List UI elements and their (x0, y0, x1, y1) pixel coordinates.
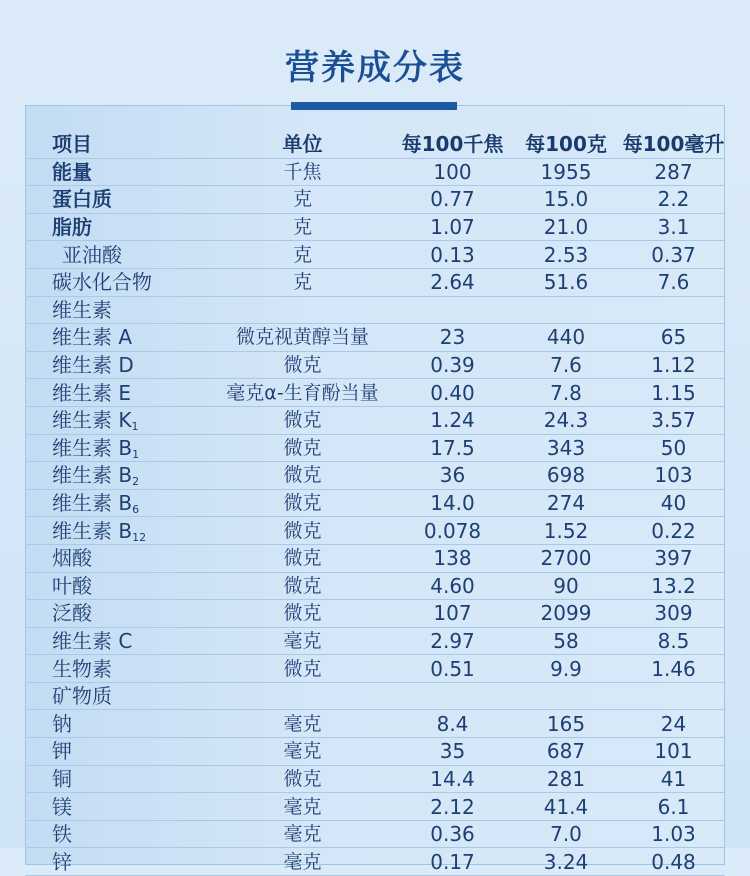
nutrient-name-text: 镁 (52, 794, 72, 819)
nutrient-subscript: 2 (132, 475, 140, 489)
value-per-100ml: 50 (622, 434, 725, 462)
nutrient-unit (210, 296, 395, 324)
nutrient-name-text: 维生素 C (52, 628, 133, 653)
value-per-100g: 24.3 (510, 406, 622, 434)
value-per-100kj: 0.078 (395, 517, 510, 545)
value-per-100kj: 107 (395, 600, 510, 628)
table-row (25, 848, 725, 876)
nutrient-unit: 微克 (210, 765, 395, 793)
value-per-100kj: 0.36 (395, 820, 510, 848)
value-per-100g: 1955 (510, 158, 622, 186)
value-per-100ml: 0.37 (622, 241, 725, 269)
value-per-100g: 343 (510, 434, 622, 462)
nutrient-name-text: 泛酸 (52, 601, 92, 626)
nutrient-subscript: 6 (132, 503, 140, 517)
table-row (25, 213, 725, 241)
table-row (25, 655, 725, 683)
value-per-100ml: 397 (622, 544, 725, 572)
header-unit: 单位 (210, 131, 395, 158)
table-row (25, 544, 725, 572)
value-per-100kj: 2.12 (395, 793, 510, 821)
nutrient-unit: 微克 (210, 572, 395, 600)
value-per-100g: 440 (510, 324, 622, 352)
value-per-100g: 281 (510, 765, 622, 793)
value-per-100kj: 17.5 (395, 434, 510, 462)
nutrient-unit: 微克 (210, 351, 395, 379)
value-per-100ml: 0.22 (622, 517, 725, 545)
nutrient-unit: 微克 (210, 406, 395, 434)
value-per-100ml: 65 (622, 324, 725, 352)
nutrient-name (25, 379, 210, 407)
table-row (25, 268, 725, 296)
nutrient-name-text: 维生素 D (52, 353, 134, 378)
value-per-100ml: 1.12 (622, 351, 725, 379)
nutrient-name (25, 462, 210, 490)
value-per-100g: 3.24 (510, 848, 622, 876)
value-per-100kj (395, 682, 510, 710)
table-row (25, 793, 725, 821)
value-per-100g (510, 296, 622, 324)
nutrient-name (25, 710, 210, 738)
nutrient-name (25, 296, 210, 324)
value-per-100ml: 41 (622, 765, 725, 793)
value-per-100g: 274 (510, 489, 622, 517)
value-per-100g: 21.0 (510, 213, 622, 241)
nutrient-unit: 微克 (210, 600, 395, 628)
nutrient-name-text: 生物素 (52, 656, 112, 681)
table-row (25, 517, 725, 545)
value-per-100kj: 0.39 (395, 351, 510, 379)
nutrient-name-text: 维生素 K (52, 408, 132, 433)
header-row (25, 131, 725, 158)
nutrient-unit: 微克 (210, 655, 395, 683)
table-row (25, 324, 725, 352)
nutrient-name-text: 维生素 E (52, 380, 131, 405)
nutrient-name (25, 600, 210, 628)
value-per-100kj: 1.07 (395, 213, 510, 241)
header-per-100kj: 每100千焦 (395, 131, 510, 158)
value-per-100g: 2099 (510, 600, 622, 628)
nutrient-unit: 毫克 (210, 848, 395, 876)
nutrient-name-text: 维生素 A (52, 325, 133, 350)
value-per-100ml: 101 (622, 738, 725, 766)
value-per-100kj: 0.13 (395, 241, 510, 269)
value-per-100kj: 14.4 (395, 765, 510, 793)
nutrient-unit (210, 682, 395, 710)
value-per-100ml: 0.48 (622, 848, 725, 876)
nutrient-subscript: 12 (132, 530, 147, 544)
value-per-100g: 58 (510, 627, 622, 655)
nutrient-name-text: 铜 (52, 766, 72, 791)
nutrient-name-text: 矿物质 (52, 684, 112, 709)
table-row (25, 158, 725, 186)
value-per-100ml: 287 (622, 158, 725, 186)
nutrient-unit: 微克 (210, 489, 395, 517)
value-per-100ml: 1.46 (622, 655, 725, 683)
value-per-100kj: 14.0 (395, 489, 510, 517)
value-per-100g: 7.0 (510, 820, 622, 848)
nutrient-name (25, 793, 210, 821)
header-per-100g: 每100克 (510, 131, 622, 158)
value-per-100ml (622, 296, 725, 324)
nutrient-unit: 千焦 (210, 158, 395, 186)
nutrient-name (25, 572, 210, 600)
nutrient-name (25, 434, 210, 462)
value-per-100kj: 36 (395, 462, 510, 490)
nutrient-name-text: 脂肪 (52, 215, 92, 240)
nutrient-unit: 微克 (210, 544, 395, 572)
page-title: 营养成分表 (285, 48, 465, 88)
nutrient-name (25, 324, 210, 352)
value-per-100kj: 100 (395, 158, 510, 186)
value-per-100g: 41.4 (510, 793, 622, 821)
nutrient-name-text: 钾 (52, 739, 72, 764)
value-per-100g: 7.8 (510, 379, 622, 407)
nutrient-unit: 克 (210, 213, 395, 241)
nutrient-name-text: 钠 (52, 711, 72, 736)
nutrient-name-text: 碳水化合物 (52, 270, 152, 295)
table-row (25, 765, 725, 793)
nutrient-name (25, 213, 210, 241)
value-per-100g: 15.0 (510, 186, 622, 214)
nutrient-name-text: 锌 (52, 849, 72, 874)
value-per-100g: 7.6 (510, 351, 622, 379)
nutrient-name-text: 维生素 B (52, 491, 133, 516)
value-per-100kj (395, 296, 510, 324)
value-per-100kj: 0.77 (395, 186, 510, 214)
nutrient-name (25, 186, 210, 214)
nutrient-name (25, 517, 210, 545)
nutrient-unit: 克 (210, 241, 395, 269)
value-per-100g: 90 (510, 572, 622, 600)
nutrient-unit: 毫克α-生育酚当量 (210, 379, 395, 407)
table-row (25, 379, 725, 407)
value-per-100kj: 0.51 (395, 655, 510, 683)
nutrient-name (25, 406, 210, 434)
nutrient-unit: 毫克 (210, 820, 395, 848)
table-row (25, 627, 725, 655)
nutrient-unit: 毫克 (210, 627, 395, 655)
value-per-100g: 2.53 (510, 241, 622, 269)
value-per-100ml: 24 (622, 710, 725, 738)
table-row (25, 600, 725, 628)
table-row (25, 186, 725, 214)
value-per-100ml: 40 (622, 489, 725, 517)
table-row (25, 462, 725, 490)
value-per-100g: 165 (510, 710, 622, 738)
nutrient-subscript: 1 (132, 447, 140, 461)
value-per-100g: 698 (510, 462, 622, 490)
nutrient-name (25, 738, 210, 766)
nutrient-subscript: 1 (131, 420, 139, 434)
nutrient-name (25, 765, 210, 793)
table-row (25, 434, 725, 462)
table-row (25, 241, 725, 269)
nutrient-name (25, 820, 210, 848)
value-per-100kj: 35 (395, 738, 510, 766)
value-per-100ml: 3.57 (622, 406, 725, 434)
nutrient-name (25, 682, 210, 710)
nutrient-name-text: 蛋白质 (52, 187, 112, 212)
table-row (25, 489, 725, 517)
table-row (25, 351, 725, 379)
value-per-100kj: 2.64 (395, 268, 510, 296)
nutrient-name (25, 848, 210, 876)
value-per-100kj: 0.40 (395, 379, 510, 407)
value-per-100g: 2700 (510, 544, 622, 572)
value-per-100g: 51.6 (510, 268, 622, 296)
nutrient-name (25, 351, 210, 379)
value-per-100kj: 1.24 (395, 406, 510, 434)
table-row (25, 572, 725, 600)
nutrient-unit: 毫克 (210, 793, 395, 821)
value-per-100kj: 8.4 (395, 710, 510, 738)
table-row (25, 710, 725, 738)
nutrient-name-text: 能量 (52, 159, 92, 184)
nutrient-unit: 微克 (210, 434, 395, 462)
value-per-100ml: 8.5 (622, 627, 725, 655)
value-per-100ml: 1.03 (622, 820, 725, 848)
value-per-100ml: 103 (622, 462, 725, 490)
nutrient-name-text: 维生素 B (52, 463, 133, 488)
nutrient-name (25, 489, 210, 517)
nutrient-name (25, 241, 210, 269)
value-per-100g: 9.9 (510, 655, 622, 683)
nutrient-unit: 毫克 (210, 738, 395, 766)
nutrient-name (25, 544, 210, 572)
value-per-100kj: 2.97 (395, 627, 510, 655)
nutrient-name-text: 叶酸 (52, 573, 92, 598)
nutrient-name-text: 亚油酸 (62, 242, 122, 267)
table-row (25, 738, 725, 766)
nutrient-unit: 微克 (210, 462, 395, 490)
header-per-100ml: 每100毫升 (622, 132, 725, 157)
value-per-100g (510, 682, 622, 710)
nutrient-name-text: 烟酸 (52, 546, 92, 571)
value-per-100ml: 3.1 (622, 213, 725, 241)
value-per-100g: 687 (510, 738, 622, 766)
value-per-100ml (622, 682, 725, 710)
value-per-100ml: 309 (622, 600, 725, 628)
nutrient-unit: 微克 (210, 517, 395, 545)
nutrient-unit: 克 (210, 268, 395, 296)
nutrient-name (25, 627, 210, 655)
table-row (25, 296, 725, 324)
nutrient-name-text: 维生素 (52, 297, 112, 322)
value-per-100kj: 23 (395, 324, 510, 352)
nutrient-name-text: 维生素 B (52, 518, 133, 543)
value-per-100ml: 13.2 (622, 572, 725, 600)
nutrient-unit: 克 (210, 186, 395, 214)
header-item: 项目 (25, 131, 210, 158)
value-per-100ml: 7.6 (622, 268, 725, 296)
value-per-100ml: 1.15 (622, 379, 725, 407)
title-underline (291, 102, 457, 110)
nutrition-table (25, 131, 725, 876)
nutrient-name (25, 268, 210, 296)
nutrient-name-text: 铁 (52, 822, 72, 847)
value-per-100kj: 0.17 (395, 848, 510, 876)
value-per-100g: 1.52 (510, 517, 622, 545)
nutrient-name (25, 158, 210, 186)
nutrient-name-text: 维生素 B (52, 435, 133, 460)
value-per-100kj: 138 (395, 544, 510, 572)
nutrient-unit: 毫克 (210, 710, 395, 738)
table-row (25, 820, 725, 848)
table-row (25, 406, 725, 434)
nutrient-unit: 微克视黄醇当量 (210, 324, 395, 352)
value-per-100ml: 6.1 (622, 793, 725, 821)
value-per-100kj: 4.60 (395, 572, 510, 600)
nutrient-name (25, 655, 210, 683)
value-per-100ml: 2.2 (622, 186, 725, 214)
table-row (25, 682, 725, 710)
